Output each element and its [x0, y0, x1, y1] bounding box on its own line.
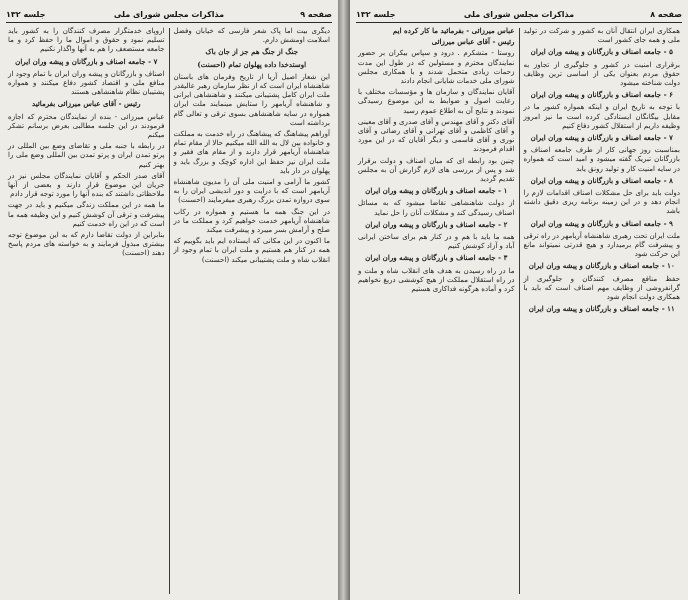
- page-header: [356, 6, 682, 23]
- paragraph: بمناسبت روز جهانی کار از طرف جامعه اصناف و بازرگانان تبریک گفته میشود و امید است که همواره در سایه امنیت کار و تولید رونق یابد: [523, 145, 680, 173]
- paragraph: آقای دکتر و آقای مهندس و آقای صدری و آقای معینی و آقای کاظمی و آقای تهرانی و آقای رضائی و آقای نوری و آقای قاسمی و دیگر آقایان که در این مورد اقدام فرمودند: [358, 116, 515, 154]
- header-page-number: صفحه ۹: [300, 9, 332, 19]
- paragraph: حفظ منافع مصرف کنندگان و جلوگیری از گرانفروشی از وظایف مهم اصناف است که باید با همکاری دولت انجام شود: [523, 273, 680, 302]
- section-heading: ۵ - جامعه اصناف و بازرگانان و پیشه وران ایران: [530, 47, 673, 57]
- header-session: جلسه ۱۳۲: [356, 9, 396, 19]
- column-1: [520, 26, 685, 596]
- header-session: جلسه ۱۳۲: [6, 9, 46, 19]
- section-heading: رئیس - آقای عباس میرزائی بفرمائید: [31, 99, 141, 109]
- paragraph: با توجه به تاریخ ایران و اینکه همواره کشور ما در مقابل بیگانگان ایستادگی کرده است ما نیز امروز وظیفه داریم از استقلال کشور دفاع کنیم: [523, 102, 680, 130]
- paragraph: ملت ایران تحت رهبری شاهنشاه آریامهر در راه ترقی و پیشرفت گام برمیدارد و هیچ قدرتی نمیتواند مانع این حرکت شود: [523, 230, 680, 259]
- paragraph: آوراهم پیشاهنگ که پیشاهنگ در راه خدمت به مملکت و خانواده بین لال به الله الله میکنیم حالا از مقام تمام شاهنشاه آریامهر قرار دارند و از مقام های فقیر و ملت ایران نیز حفظ این اداره کوچک و بزرگ باید و پهلوان در دار باید: [173, 129, 330, 175]
- paragraph: ما همه در این مملکت زندگی میکنیم و باید در جهت پیشرفت و ترقی آن کوشش کنیم و این وظیفه همه ما است که در این راه خدمت کنیم: [8, 200, 165, 228]
- column-1: [170, 26, 335, 596]
- paragraph: جنگ از جنگ هم جز از جان باک: [205, 47, 299, 57]
- paragraph: چنین بود رابطه ای که میان اصناف و دولت برقرار شد و پس از بررسی های لازم گزارش آن به مجلس تقدیم گردید: [358, 155, 515, 184]
- paragraph: ما اکنون در این مکانی که ایستاده ایم باید بگوییم که همه در کنار هم هستیم و ملت ایران با تمام وجود از انقلاب شاه و ملت پشتیبانی میکند (احسنت): [173, 236, 330, 264]
- section-heading: ۷ - جامعه اصناف و بازرگانان و پیشه وران ایران: [530, 133, 673, 143]
- paragraph: آقایان نمایندگان و سازمان ها و مؤسسات مختلف با رعایت اصول و ضوابط به این موضوع رسیدگی نمودند و نتایج آن به اطلاع عموم رسید: [358, 87, 515, 115]
- section-heading: ۶ - جامعه اصناف و بازرگانان و پیشه وران ایران: [530, 90, 673, 100]
- section-heading: ۳ - جامعه اصناف و بازرگانان و پیشه وران ایران: [365, 253, 508, 263]
- book-gutter: [338, 0, 350, 600]
- paragraph: همه ما باید با هم و در کنار هم برای ساختن ایرانی آباد و آزاد کوشش کنیم: [358, 232, 515, 251]
- paragraph: از دولت شاهنشاهی تقاضا میشود که به مسائل اصناف رسیدگی کند و مشکلات آنان را حل نماید: [358, 198, 515, 217]
- paragraph: دیگری بیت اما پاک شعر فارسی که خیابان وفضل اسلامت اومشش دارم.: [173, 26, 330, 45]
- header-title: مذاکرات مجلس شورای ملی: [113, 9, 225, 19]
- text-columns: [4, 26, 334, 596]
- paragraph: در رابطه با جنبه ملی و تقاضای وضع بین المللی در پرتو تمدن ایران و پرتو تمدن بین المللی وضع ملی را بهتر کنیم: [8, 141, 165, 169]
- paragraph: این شعار اصیل آریا از تاریخ وفرمان های باستان شاهنشاه ایران است که از نظر سازمان رهبر عالیقدر ملت ایران کامل پشتیبانی میکنند و شاهنشاهی ایرانی و شاهنشاه آریامهر را ستایش مینمایند ملت ایران همواره در سایه شاهنشاهی بسوی ترقی و تعالی گام برداشته است: [173, 71, 330, 127]
- paragraph: اصناف و بازرگانان و پیشه وران ایران با تمام وجود از منافع ملی و اقتصاد کشور دفاع میکنند و همواره پشتیبان نظام شاهنشاهی هستند: [8, 68, 165, 97]
- page-header: [6, 6, 332, 23]
- header-page-number: صفحه ۸: [650, 9, 682, 19]
- right-page: [350, 0, 688, 600]
- paragraph: دولت باید برای حل مشکلات اصناف اقدامات لازم را انجام دهد و در این زمینه برنامه ریزی دقیق داشته باشد: [523, 188, 680, 216]
- paragraph: اوستدخدا داده پهلوان تمام (احسنت): [197, 59, 307, 69]
- header-title: مذاکرات مجلس شورای ملی: [463, 9, 575, 19]
- speaker-line: عباس میرزائی - بفرمائید ما کار کرده ایم: [392, 26, 515, 35]
- column-2: [354, 26, 519, 596]
- section-heading: ۸ - جامعه اصناف و بازرگانان و پیشه وران ایران: [530, 175, 673, 185]
- paragraph: ما در راه رسیدن به هدف های انقلاب شاه و ملت و در راه استقلال مملکت از هیچ کوششی دریغ نخواهیم کرد و آماده هرگونه فداکاری هستیم: [358, 265, 515, 294]
- speaker-line: رئیس - آقای عباس میرزائی: [431, 37, 515, 47]
- paragraph: عباس میرزائی - بنده از نمایندگان محترم که اجازه فرمودند در این جلسه مطالبی بعرض برسانم تشکر میکنم: [8, 111, 165, 140]
- column-divider: [169, 28, 170, 594]
- column-divider: [519, 28, 520, 594]
- paragraph: روستا - متشکرم . درود و سپاس بیکران بر حضور نمایندگان محترم و مسئولین که در طول این مدت زحمات زیادی متحمل شدند و با همکاری مجلس شورای ملی خدمات شایانی انجام دادند: [358, 48, 515, 86]
- paragraph: اروپای خدمتگزار مصرف کنندگان را به کشور باید تسلیم نمود و حقوق و اموال ما را حفظ کرد و ما جامعه مستضعف را هم به آنها واگذار نکنیم: [8, 26, 165, 54]
- section-heading: ۷ - جامعه اصناف و بازرگانان و پیشه وران ایران: [15, 56, 158, 66]
- left-page: [0, 0, 338, 600]
- section-heading: ۹ - جامعه اصناف و بازرگانان و پیشه وران ایران: [530, 218, 673, 228]
- section-heading: ۱۰ - جامعه اصناف و بازرگانان و پیشه وران ایران: [528, 261, 675, 271]
- text-columns: [354, 26, 684, 596]
- section-heading: ۱۱ - جامعه اصناف و بازرگانان و پیشه وران ایران: [528, 304, 675, 314]
- paragraph: برقراری امنیت در کشور و جلوگیری از تجاوز به حقوق مردم بعنوان یکی از اساسی ترین وظایف دولت شناخته میشود: [523, 59, 680, 88]
- paragraph: کشور ما آرامی و امنیت ملی آن را مدیون شاهنشاه آریامهر است که با درایت و دور اندیشی ایران را به سوی دروازه تمدن بزرگ رهبری میفرمایند (احسنت): [173, 177, 330, 205]
- section-heading: ۱ - جامعه اصناف و بازرگانان و پیشه وران ایران: [365, 186, 508, 196]
- paragraph: آقای صدر الحکم و آقایان نمایندگان مجلس نیز در جریان این موضوع قرار دارند و بعضی از آنها ملاحظاتی داشتند که بنده آنها را مورد توجه قرار دادم: [8, 170, 165, 199]
- paragraph: همکاری ایران انتقال آنان به کشور و شرکت در تولید ملی و همه جای کشور است: [523, 26, 680, 45]
- section-heading: ۲ - جامعه اصناف و بازرگانان و پیشه وران ایران: [365, 219, 508, 229]
- column-2: [4, 26, 169, 596]
- paragraph: در این جنگ همه ما هستیم و همواره در رکاب شاهنشاه آریامهر خدمت خواهیم کرد و مملکت ما در صلح و آرامش بسر میبرد و پیشرفت میکند: [173, 206, 330, 235]
- paragraph: بنابراین از دولت تقاضا دارم که به این موضوع توجه بیشتری مبذول فرمایند و به خواسته های مردم پاسخ دهند (احسنت): [8, 230, 165, 258]
